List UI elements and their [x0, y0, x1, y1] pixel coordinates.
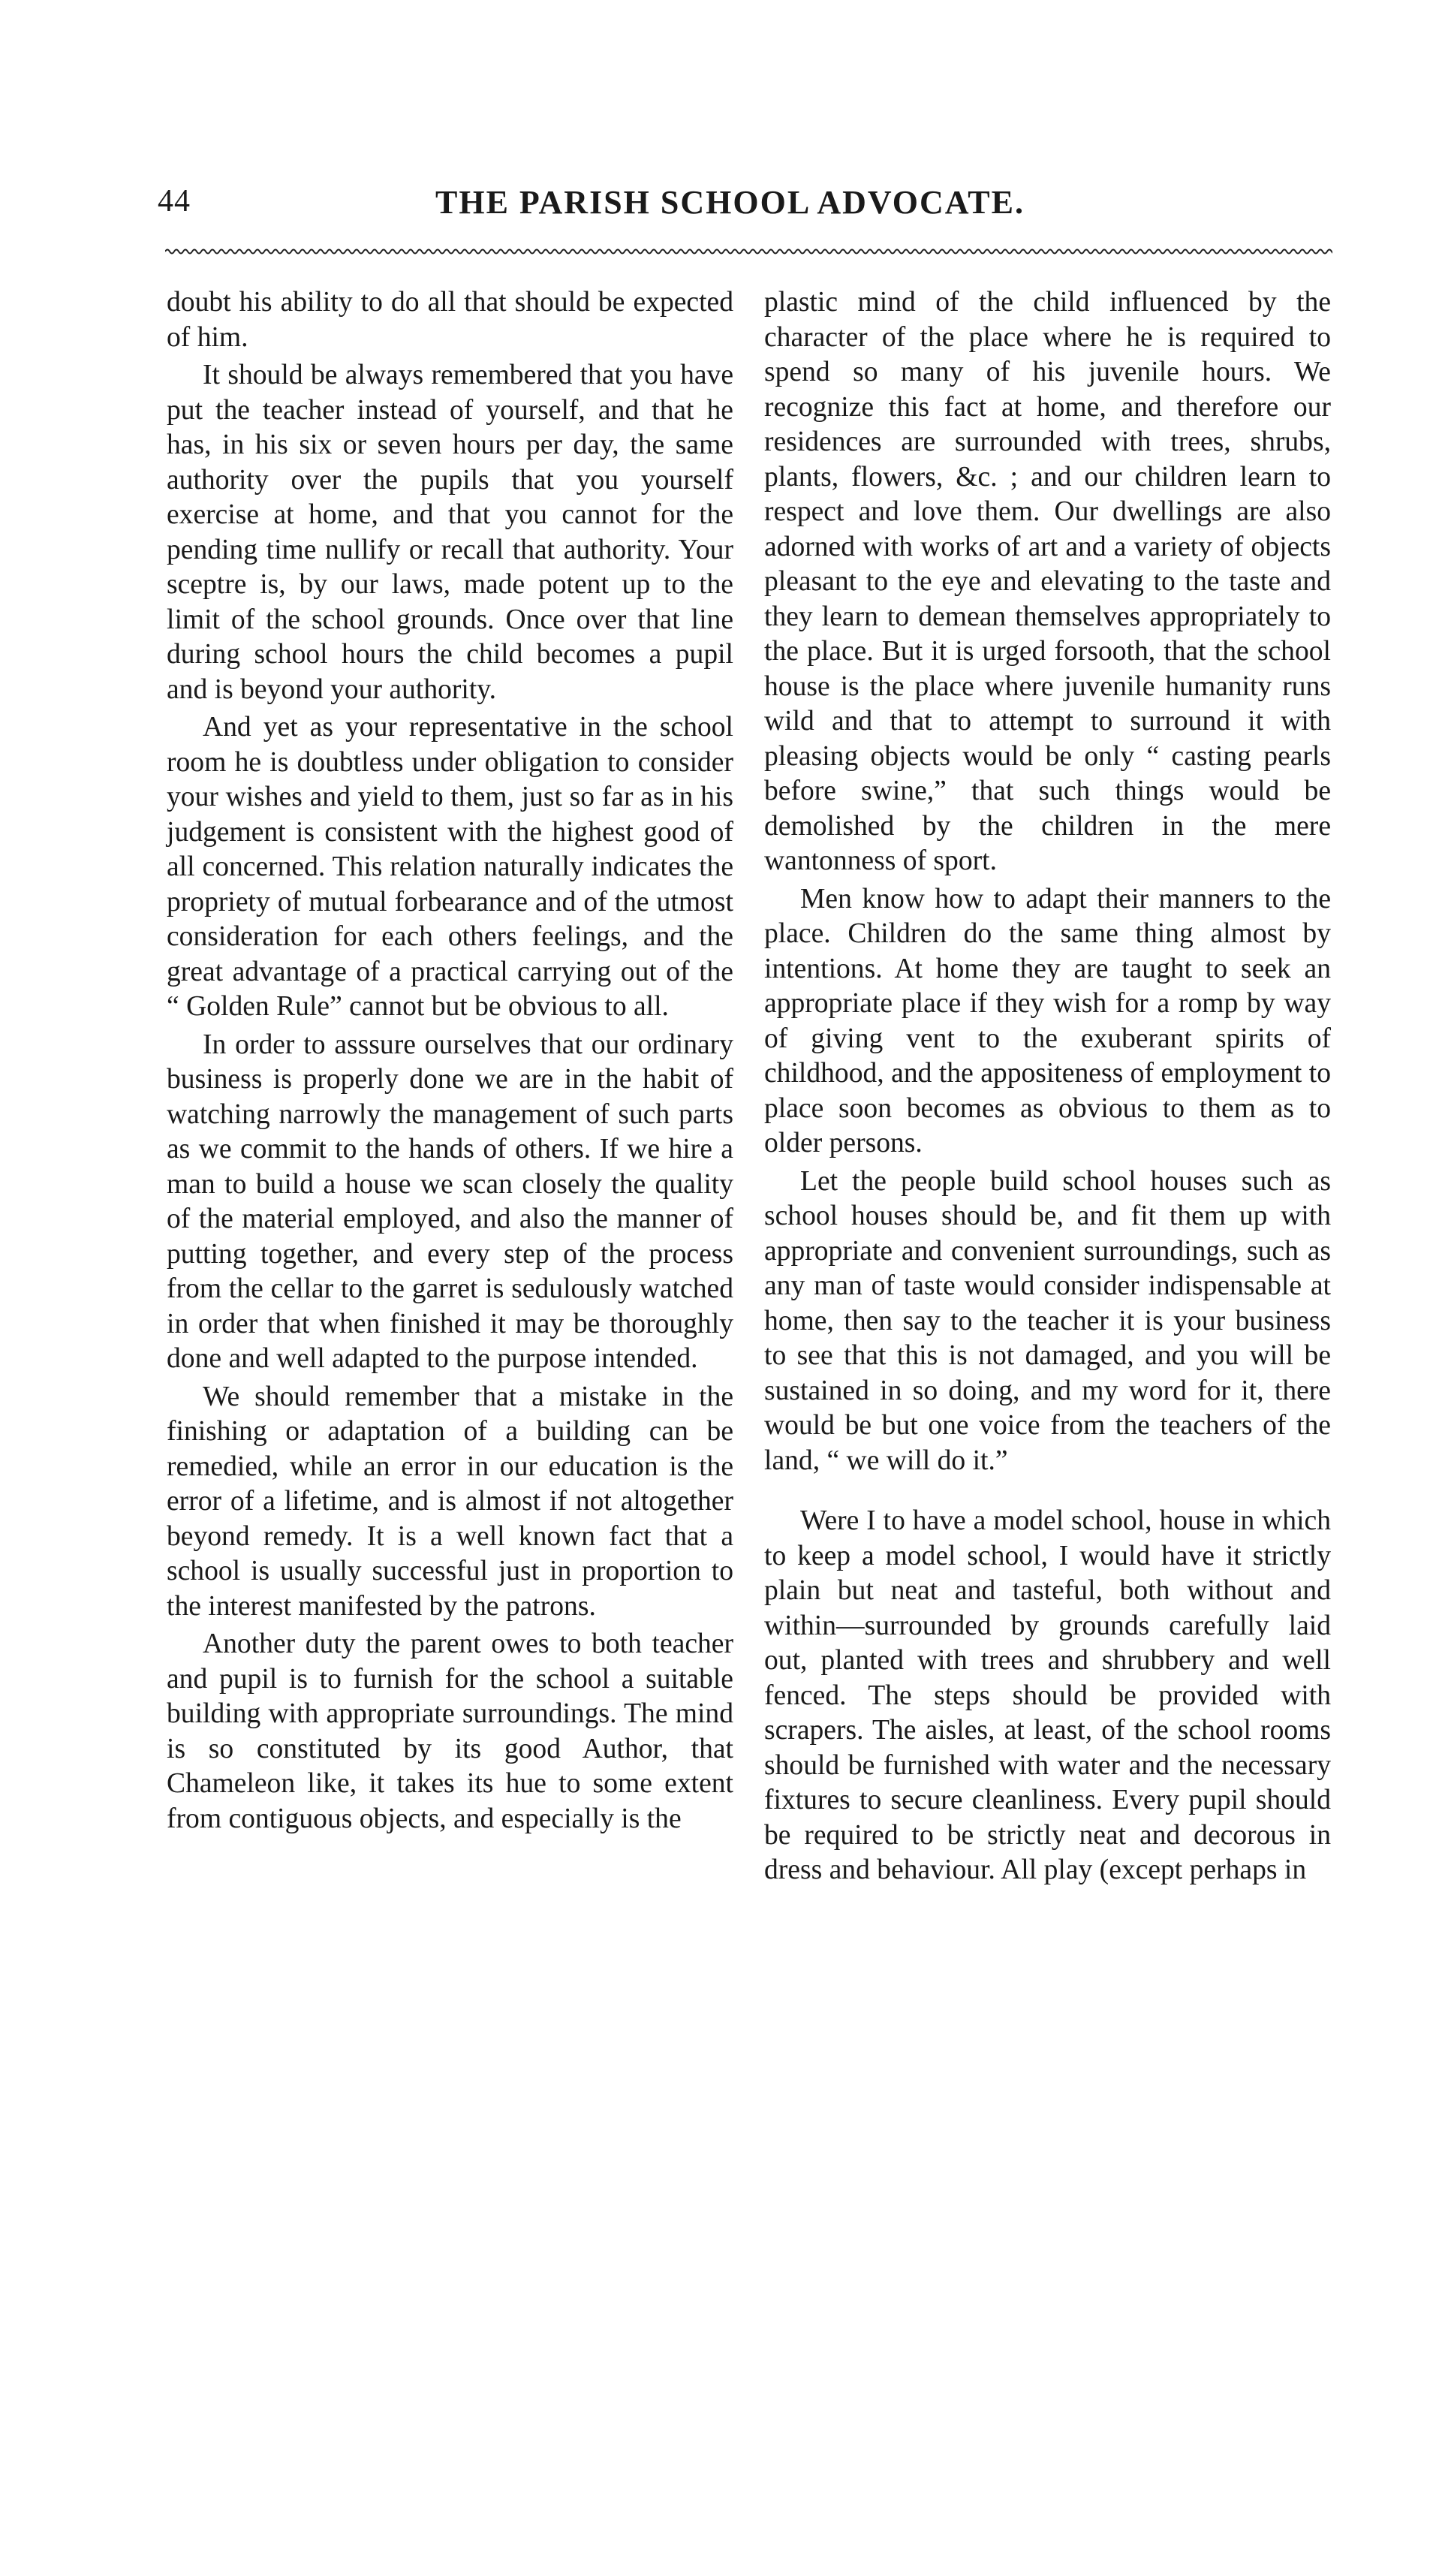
page-header	[158, 180, 1329, 233]
paragraph: Men know how to adapt their manners to the place. Children do the same thing almost by intentions. At home they are taught to seek an appropriate place if they wish for a romp by way of giving vent to the exuberant spirits of childhood, and the appositeness of employment to place soon becomes as obvious to them as to older persons.	[764, 883, 1331, 1158]
paragraph: In order to asssure ourselves that our ordinary business is properly done we are in the habit of watching narrowly the management of such parts as we commit to the hands of others. If we hire a man to build a house we scan closely the quality of the material employed, and also the manner of putting together, and every step of the process from the cellar to the garret is sedulously watched in order that when finished it may be thoroughly done and well adapted to the purpose intended.	[167, 1029, 733, 1374]
paragraph: And yet as your representative in the school room he is doubtless under obligation to consider your wishes and yield to them, just so far as in his judgement is consistent with the highest good of all concerned. This relation naturally indicates the propriety of mutual forbearance and of the utmost consideration for each others feelings, and the great advantage of a practical carrying out of the “ Golden Rule” cannot but be obvious to all.	[167, 712, 733, 1022]
paragraph: Another duty the parent owes to both teacher and pupil is to furnish for the school a suitable building with appropriate surroundings. The mind is so constituted by its good Author, that Chameleon like, it takes its hue to some extent from contiguous objects, and especially is the	[167, 1628, 733, 1834]
left-column	[167, 285, 733, 1836]
paragraph: Were I to have a model school, house in which to keep a model school, I would have it strictly plain but neat and tasteful, both without and within—surrounded by grounds carefully laid out, planted with trees and shrubbery and well fenced. The steps should be provided with scrapers. The aisles, at least, of the school rooms should be furnished with water and the necessary fixtures to secure cleanliness. Every pupil should be required to be strictly neat and decorous in dress and behaviour. All play (except perhaps in	[764, 1505, 1331, 1885]
paragraph: doubt his ability to do all that should be expected of him.	[167, 287, 733, 353]
paragraph-gap	[764, 1478, 1331, 1504]
page-number: 44	[158, 184, 191, 218]
right-column	[764, 285, 1331, 1888]
paragraph: plastic mind of the child influenced by the character of the place where he is required to spend so many of his juvenile hours. We recognize this fact at home, and therefore our residences are surrounded with trees, shrubs, plants, flowers, &c. ; and our children learn to respect and love them. Our dwellings are also adorned with works of art and a variety of objects pleasant to the eye and elevating to the taste and they learn to demean themselves appropriately to the place. But it is urged forsooth, that the school house is the place where juvenile humanity runs wild and that to attempt to surround it with pleasing objects would be only “ casting pearls before swine,” that such things would be demolished by the children in the mere wantonness of sport.	[764, 287, 1331, 876]
paragraph: We should remember that a mistake in the finishing or adaptation of a building can be remedied, while an error in our education is the error of a lifetime, and is almost if not altogether beyond remedy. It is a well known fact that a school is usually successful just in proportion to the interest manifested by the patrons.	[167, 1381, 733, 1622]
paragraph: It should be always remembered that you have put the teacher instead of yourself, and that he has, in his six or seven hours per day, the same authority over the pupils that you yourself exercise at home, and that you cannot for the pending time nullify or recall that authority. Your sceptre is, by our laws, made potent up to the limit of the school grounds. Once over that line during school hours the child becomes a pupil and is beyond your authority.	[167, 360, 733, 705]
paragraph: Let the people build school houses such as school houses should be, and fit them up with appropriate and convenient surroundings, such as any man of taste would consider indispensable at home, then say to the teacher it is your business to see that this is not damaged, and you will be sustained in so doing, and my word for it, there would be but one voice from the teachers of the land, “ we will do it.”	[764, 1165, 1331, 1476]
running-title: THE PARISH SCHOOL ADVOCATE.	[435, 184, 1025, 221]
wavy-rule	[165, 246, 1332, 257]
